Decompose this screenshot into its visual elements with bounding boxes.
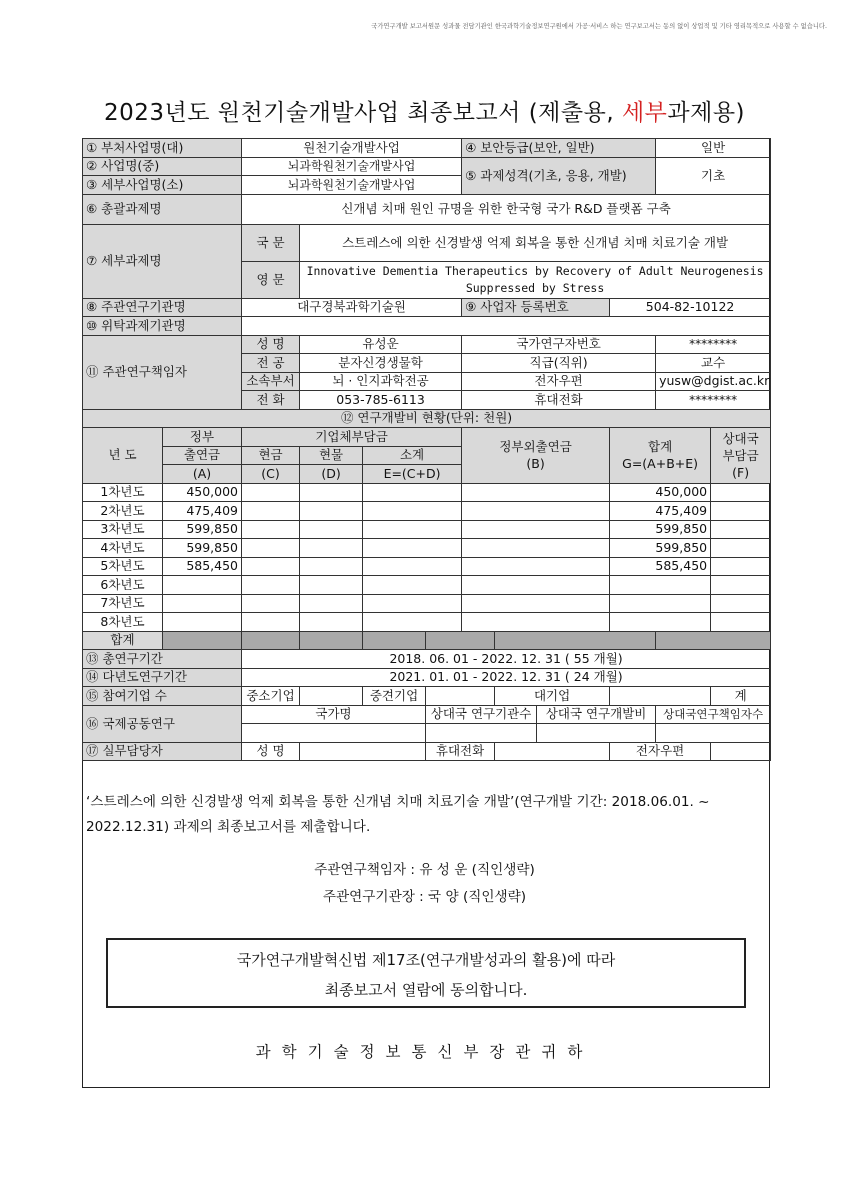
sum-header	[610, 428, 711, 484]
pi-major-label: 전 공	[242, 354, 300, 373]
intl-budget-value	[537, 724, 656, 743]
usage-notice: 국가연구개발 보고서원문 성과물 전담기관인 한국과학기술정보연구원에서 가공·서비스 하는 연구보고서는 동의 없이 상업적 및 기타 영리목적으로 사용할 수 없습니다.	[371, 23, 827, 30]
gov-amount: 599,850	[163, 520, 242, 539]
cash-header: 현금	[242, 446, 300, 465]
total-period-label: ⑬ 총연구기간	[83, 650, 242, 669]
inkind-header: 현물	[300, 446, 363, 465]
subtotal-amount	[363, 520, 462, 539]
inkind-amount	[300, 502, 363, 521]
nongov-amount	[462, 576, 610, 595]
budget-total-cell	[656, 631, 771, 650]
sme-value	[300, 687, 363, 706]
sum-amount: 450,000	[610, 483, 711, 502]
consign-org-label: ⑩ 위탁과제기관명	[83, 317, 242, 336]
cash-amount	[242, 613, 300, 632]
cash-amount	[242, 520, 300, 539]
total-period-value: 2018. 06. 01 - 2022. 12. 31 ( 55 개월)	[242, 650, 771, 669]
pi-rank-value: 교수	[656, 354, 771, 373]
report-form-table	[82, 138, 771, 761]
inkind-amount	[300, 520, 363, 539]
nongov-amount	[462, 502, 610, 521]
subtotal-amount	[363, 502, 462, 521]
eng-title-value: Innovative Dementia Therapeutics by Recovery of Adult Neurogenesis Suppressed by Stress	[300, 261, 771, 298]
year-label: 4차년도	[83, 539, 163, 558]
gov-amount	[163, 576, 242, 595]
staff-label: ⑰ 실무담당자	[83, 742, 242, 761]
corp-header: 기업체부담금	[242, 428, 462, 447]
kor-title-label: 국 문	[242, 224, 300, 261]
intl-pis-value	[656, 724, 771, 743]
inkind-header-l2: (D)	[300, 465, 363, 484]
cash-amount	[242, 539, 300, 558]
nongov-amount	[462, 483, 610, 502]
partner-amount	[711, 557, 771, 576]
sum-amount: 599,850	[610, 520, 711, 539]
sum-amount	[610, 613, 711, 632]
year-label: 2차년도	[83, 502, 163, 521]
title-part2: 과제용)	[667, 100, 746, 126]
sum-header-l2: G=(A+B+E)	[622, 456, 699, 472]
gov-amount: 450,000	[163, 483, 242, 502]
subbiz-value: 뇌과학원천기술개발사업	[242, 176, 462, 195]
subbiz-label: ③ 세부사업명(소)	[83, 176, 242, 195]
multi-period-value: 2021. 01. 01 - 2022. 12. 31 ( 24 개월)	[242, 668, 771, 687]
title-part1: 2023년도 원천기술개발사업 최종보고서 (제출용,	[103, 100, 622, 126]
pi-mobile-label: 휴대전화	[462, 391, 656, 410]
staff-name-value	[300, 742, 426, 761]
sum-header-l1: 합계	[648, 439, 673, 455]
eng-title-label: 영 문	[242, 261, 300, 298]
nongov-amount	[462, 613, 610, 632]
cash-amount	[242, 502, 300, 521]
intl-country-value	[242, 724, 426, 743]
pi-mobile-value: ********	[656, 391, 771, 410]
intl-orgs-header: 상대국 연구기관수	[426, 705, 537, 724]
partner-header-l1: 상대국	[722, 430, 759, 446]
nongov-header-l1: 정부외출연금	[499, 439, 572, 455]
pi-dept-value: 뇌 · 인지과학전공	[300, 372, 462, 391]
year-label: 8차년도	[83, 613, 163, 632]
gov-amount: 475,409	[163, 502, 242, 521]
pi-tel-value: 053-785-6113	[300, 391, 462, 410]
bizno-label: ⑨ 사업자 등록번호	[462, 298, 610, 317]
cash-amount	[242, 594, 300, 613]
subtotal-amount	[363, 557, 462, 576]
security-value: 일반	[656, 139, 771, 158]
consent-line-1: 국가연구개발혁신법 제17조(연구개발성과의 활용)에 따라	[236, 951, 616, 969]
budget-year-row	[83, 576, 771, 595]
year-label: 3차년도	[83, 520, 163, 539]
midsize-value	[426, 687, 495, 706]
sum-amount: 599,850	[610, 539, 711, 558]
intl-orgs-value	[426, 724, 537, 743]
cash-amount	[242, 576, 300, 595]
staff-email-value	[711, 742, 771, 761]
budget-total-cell	[242, 631, 300, 650]
midsize-label: 중견기업	[363, 687, 426, 706]
year-label: 6차년도	[83, 576, 163, 595]
budget-year-row	[83, 613, 771, 632]
inkind-amount	[300, 483, 363, 502]
pi-tel-label: 전 화	[242, 391, 300, 410]
companies-sum-label: 계	[711, 687, 771, 706]
staff-mobile-label: 휴대전화	[426, 742, 495, 761]
intl-label: ⑯ 국제공동연구	[83, 705, 242, 742]
total-project-value: 신개념 치매 원인 규명을 위한 한국형 국가 R&D 플랫폼 구축	[242, 194, 771, 224]
nongov-amount	[462, 520, 610, 539]
partner-amount	[711, 520, 771, 539]
subtotal-header: 소계	[363, 446, 462, 465]
pi-signature: 주관연구책임자 : 유 성 운 (직인생략)	[314, 862, 535, 878]
partner-header-l3: (F)	[732, 464, 750, 480]
gov-amount	[163, 594, 242, 613]
nature-value: 기초	[656, 157, 771, 194]
partner-amount	[711, 483, 771, 502]
subtotal-amount	[363, 576, 462, 595]
head-signature: 주관연구기관장 : 국 양 (직인생략)	[322, 889, 527, 905]
budget-year-row	[83, 483, 771, 502]
budget-year-row	[83, 502, 771, 521]
page-title	[0, 94, 849, 127]
pi-email-value: yusw@dgist.ac.kr	[656, 372, 771, 391]
researcher-id-value: ********	[656, 335, 771, 354]
bizno-value: 504-82-10122	[610, 298, 771, 317]
subtotal-amount	[363, 613, 462, 632]
nongov-header	[462, 428, 610, 484]
subtotal-header-l2: E=(C+D)	[363, 465, 462, 484]
title-highlight: 세부	[621, 100, 668, 126]
budget-year-row	[83, 520, 771, 539]
sum-amount: 475,409	[610, 502, 711, 521]
researcher-id-label: 국가연구자번호	[462, 335, 656, 354]
budget-header: ⑫ 연구개발비 현황(단위: 천원)	[83, 409, 771, 428]
gov-amount	[163, 613, 242, 632]
nongov-amount	[462, 594, 610, 613]
subtotal-amount	[363, 594, 462, 613]
intl-budget-header: 상대국 연구개발비	[537, 705, 656, 724]
destination: 과학기술정보통신부장관귀하	[255, 1043, 594, 1061]
budget-total-cell	[495, 631, 656, 650]
budget-year-row	[83, 539, 771, 558]
gov-header: 정부	[163, 428, 242, 447]
host-org-value: 대구경북과학기술원	[242, 298, 462, 317]
sme-label: 중소기업	[242, 687, 300, 706]
companies-label: ⑮ 참여기업 수	[83, 687, 242, 706]
multi-period-label: ⑭ 다년도연구기간	[83, 668, 242, 687]
pi-label: ⑪ 주관연구책임자	[83, 335, 242, 409]
partner-amount	[711, 594, 771, 613]
pi-major-value: 분자신경생물학	[300, 354, 462, 373]
nongov-header-l2: (B)	[526, 456, 545, 472]
year-label: 5차년도	[83, 557, 163, 576]
pi-name-label: 성 명	[242, 335, 300, 354]
large-value	[610, 687, 711, 706]
partner-header	[711, 428, 771, 484]
consent-box	[106, 938, 746, 1008]
staff-mobile-value	[495, 742, 610, 761]
submission-statement: ‘스트레스에 의한 신경발생 억제 회복을 통한 신개념 치매 치료기술 개발’(연구개발 기간: 2018.06.01. ~ 2022.12.31) 과제의 최종보고서를 제출합니다.	[86, 794, 710, 835]
partner-amount	[711, 613, 771, 632]
detail-project-label: ⑦ 세부과제명	[83, 224, 242, 298]
nature-label: ⑤ 과제성격(기초, 응용, 개발)	[462, 157, 656, 194]
gov-header-l2: 출연금	[163, 446, 242, 465]
budget-total-label: 합계	[83, 631, 163, 650]
kor-title-value: 스트레스에 의한 신경발생 억제 회복을 통한 신개념 치매 치료기술 개발	[300, 224, 771, 261]
inkind-amount	[300, 557, 363, 576]
gov-amount: 599,850	[163, 539, 242, 558]
biz-value: 뇌과학원천기술개발사업	[242, 157, 462, 176]
cash-amount	[242, 557, 300, 576]
budget-total-cell	[363, 631, 426, 650]
consign-org-value	[242, 317, 771, 336]
sum-amount: 585,450	[610, 557, 711, 576]
inkind-amount	[300, 539, 363, 558]
intl-pis-header: 상대국연구책임자수	[656, 705, 771, 724]
year-label: 1차년도	[83, 483, 163, 502]
budget-total-cell	[300, 631, 363, 650]
budget-total-cell	[163, 631, 242, 650]
budget-year-row	[83, 557, 771, 576]
large-label: 대기업	[495, 687, 610, 706]
partner-header-l2: 부담금	[722, 447, 759, 463]
biz-label: ② 사업명(중)	[83, 157, 242, 176]
dept-label: ① 부처사업명(대)	[83, 139, 242, 158]
subtotal-amount	[363, 483, 462, 502]
host-org-label: ⑧ 주관연구기관명	[83, 298, 242, 317]
pi-rank-label: 직급(직위)	[462, 354, 656, 373]
sum-amount	[610, 594, 711, 613]
sum-amount	[610, 576, 711, 595]
staff-name-label: 성 명	[242, 742, 300, 761]
consent-line-2: 최종보고서 열람에 동의합니다.	[324, 981, 528, 999]
subtotal-amount	[363, 539, 462, 558]
intl-country-header: 국가명	[242, 705, 426, 724]
nongov-amount	[462, 557, 610, 576]
inkind-amount	[300, 576, 363, 595]
nongov-amount	[462, 539, 610, 558]
year-header: 년 도	[83, 428, 163, 484]
pi-dept-label: 소속부서	[242, 372, 300, 391]
dept-value: 원천기술개발사업	[242, 139, 462, 158]
partner-amount	[711, 502, 771, 521]
gov-header-l3: (A)	[163, 465, 242, 484]
staff-email-label: 전자우편	[610, 742, 711, 761]
budget-total-cell	[426, 631, 495, 650]
gov-amount: 585,450	[163, 557, 242, 576]
budget-year-row	[83, 594, 771, 613]
pi-email-label: 전자우편	[462, 372, 656, 391]
inkind-amount	[300, 613, 363, 632]
partner-amount	[711, 576, 771, 595]
inkind-amount	[300, 594, 363, 613]
year-label: 7차년도	[83, 594, 163, 613]
total-project-label: ⑥ 총괄과제명	[83, 194, 242, 224]
partner-amount	[711, 539, 771, 558]
security-label: ④ 보안등급(보안, 일반)	[462, 139, 656, 158]
cash-header-l2: (C)	[242, 465, 300, 484]
pi-name-value: 유성운	[300, 335, 462, 354]
cash-amount	[242, 483, 300, 502]
